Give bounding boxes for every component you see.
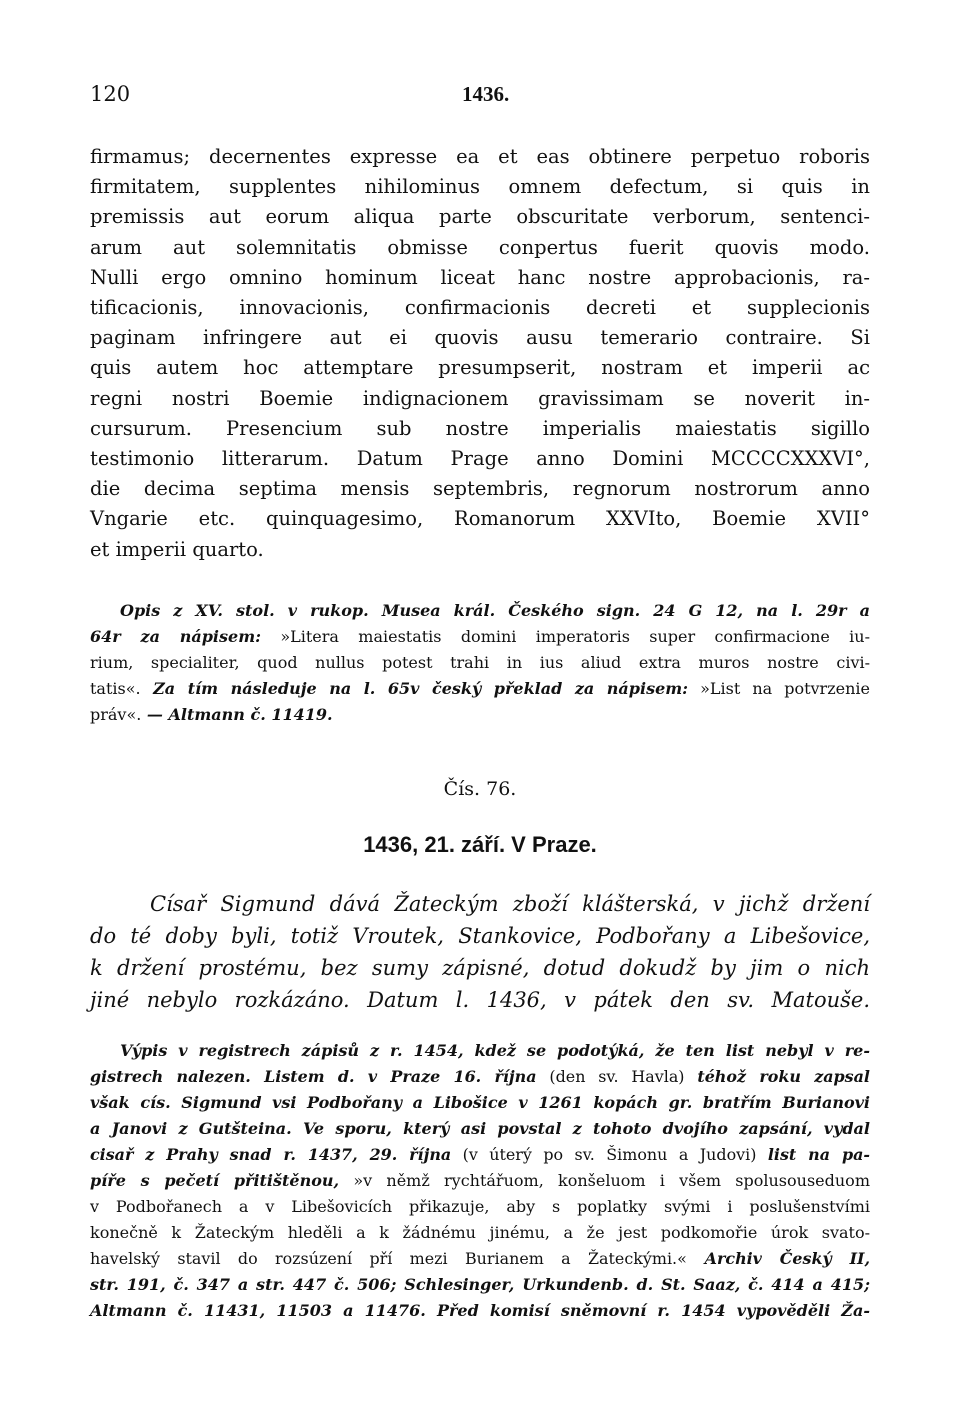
note-line: str. 191, č. 347 a str. 447 č. 506; Schlesinger, Urkundenb. d. St. Saaz, č. 414 a 415; <box>90 1275 870 1294</box>
text-line: Nulli ergo omnino hominum liceat hanc nostre approbacionis, ra- <box>90 265 870 289</box>
summary-line: Císař Sigmund dává Žateckým zboží klášterská, v jichž držení <box>150 892 870 916</box>
note-line: však cís. Sigmund vsi Podbořany a Libošice v 1261 kopách gr. bratřím Burianovi <box>90 1093 870 1112</box>
charter-text <box>90 142 870 565</box>
note-line: Opis z XV. stol. v rukop. Musea král. Českého sign. 24 G 12, na l. 29r a <box>120 601 870 620</box>
note-fragment: havelský stavil do rozsúzení pří mezi Burianem a Žateckými.« <box>90 1249 687 1268</box>
note-fragment: Za tím následuje na l. 65v český překlad za nápisem: <box>140 679 689 698</box>
text-line: firmamus; decernentes expresse ea et eas obtinere perpetuo roboris <box>90 145 870 168</box>
summary-line: do té doby byli, totiž Vroutek, Stankovice, Podbořany a Libešovice, <box>90 924 870 948</box>
text-line: cursurum. Presencium sub nostre imperialis maiestatis sigillo <box>90 416 870 440</box>
note-fragment: list na pa- <box>767 1145 870 1164</box>
summary-line: k držení prostému, bez sumy zápisné, dotud dokudž by jim o nich <box>90 956 870 980</box>
note-line: Altmann č. 11431, 11503 a 11476. Před komisí sněmovní r. 1454 vypověděli Ža- <box>90 1301 870 1320</box>
running-year: 1436. <box>462 82 510 106</box>
note-fragment: Archiv Český II, <box>686 1249 871 1268</box>
source-note <box>90 1038 870 1324</box>
note-line: Výpis v registrech zápisů z r. 1454, kdež se podotýká, že ten list nebyl v re- <box>120 1041 870 1060</box>
text-line: firmitatem, supplentes nihilominus omnem defectum, si quis in <box>90 175 870 199</box>
note-line <box>90 1246 870 1272</box>
page-header <box>90 82 870 114</box>
note-line: rium, specialiter, quod nullus potest trahi in ius aliud extra muros nostre civi- <box>90 653 870 672</box>
text-line: quis autem hoc attemptare presumpserit, nostram et imperii ac <box>90 356 870 380</box>
text-line: tificacionis, innovacionis, confirmacionis decreti et supplecionis <box>90 296 870 320</box>
document-heading: 1436, 21. září. V Praze. <box>363 832 597 857</box>
note-fragment: »List na potvrzenie <box>688 679 870 698</box>
note-fragment: gistrech nalezen. Listem d. v Praze 16. října <box>90 1067 537 1086</box>
summary-line: jiné nebylo rozkázáno. Datum l. 1436, v pátek den sv. Matouše. <box>90 988 870 1012</box>
text-line: die decima septima mensis septembris, regnorum nostrorum anno <box>90 477 870 501</box>
note-fragment: (v úterý po sv. Šimonu a Judovi) <box>451 1145 768 1164</box>
note-line <box>90 1064 870 1090</box>
note-fragment: tatis«. <box>90 679 141 698</box>
note-line <box>90 676 870 702</box>
text-line: paginam infringere aut ei quovis ausu temerario contraire. Si <box>90 326 870 350</box>
note-line <box>90 624 870 650</box>
source-note <box>90 598 870 728</box>
note-fragment: »v němž rychtářuom, konšeluom i všem spolusouseduom <box>339 1171 870 1190</box>
text-line: testimonio litterarum. Datum Prage anno Domini MCCCCXXXVI°, <box>90 447 870 471</box>
note-fragment: téhož roku zapsal <box>697 1067 870 1086</box>
note-fragment: (den sv. Havla) <box>536 1067 698 1086</box>
document-summary <box>90 888 870 1016</box>
note-line: a Janovi z Gutšteina. Ve sporu, který asi povstal z tohoto dvojího zapsání, vydal <box>90 1119 870 1138</box>
note-fragment: »Litera maiestatis domini imperatoris super confirmacione iu- <box>261 627 870 646</box>
note-fragment: 64r za nápisem: <box>90 627 262 646</box>
document-number: Čís. 76. <box>443 778 517 800</box>
text-line: Vngarie etc. quinquagesimo, Romanorum XXVIto, Boemie XVII° <box>90 507 870 531</box>
page-number: 120 <box>90 82 131 106</box>
text-line: et imperii quarto. <box>90 537 264 561</box>
note-line: v Podbořanech a v Libešovicích přikazuje, aby s poplatky svými i poslušenstvími <box>90 1197 870 1216</box>
note-line <box>90 702 870 728</box>
text-line: premissis aut eorum aliqua parte obscuritate verborum, sentenci- <box>90 205 870 229</box>
text-line: regni nostri Boemie indignacionem gravissimam se noverit in- <box>90 386 870 410</box>
text-line: arum aut solemnitatis obmisse conpertus fuerit quovis modo. <box>90 235 870 259</box>
note-line: konečně k Žateckým hleděli a k žádnému jinému, a že jest podkomořie úrok svato- <box>90 1223 870 1242</box>
note-line <box>90 1168 870 1194</box>
note-fragment: práv«. <box>90 705 142 724</box>
note-fragment: píře s pečetí přitištěnou, <box>90 1171 340 1190</box>
note-fragment: cisař z Prahy snad r. 1437, 29. října <box>90 1145 452 1164</box>
note-line <box>90 1142 870 1168</box>
note-fragment: — Altmann č. 11419. <box>141 705 333 724</box>
